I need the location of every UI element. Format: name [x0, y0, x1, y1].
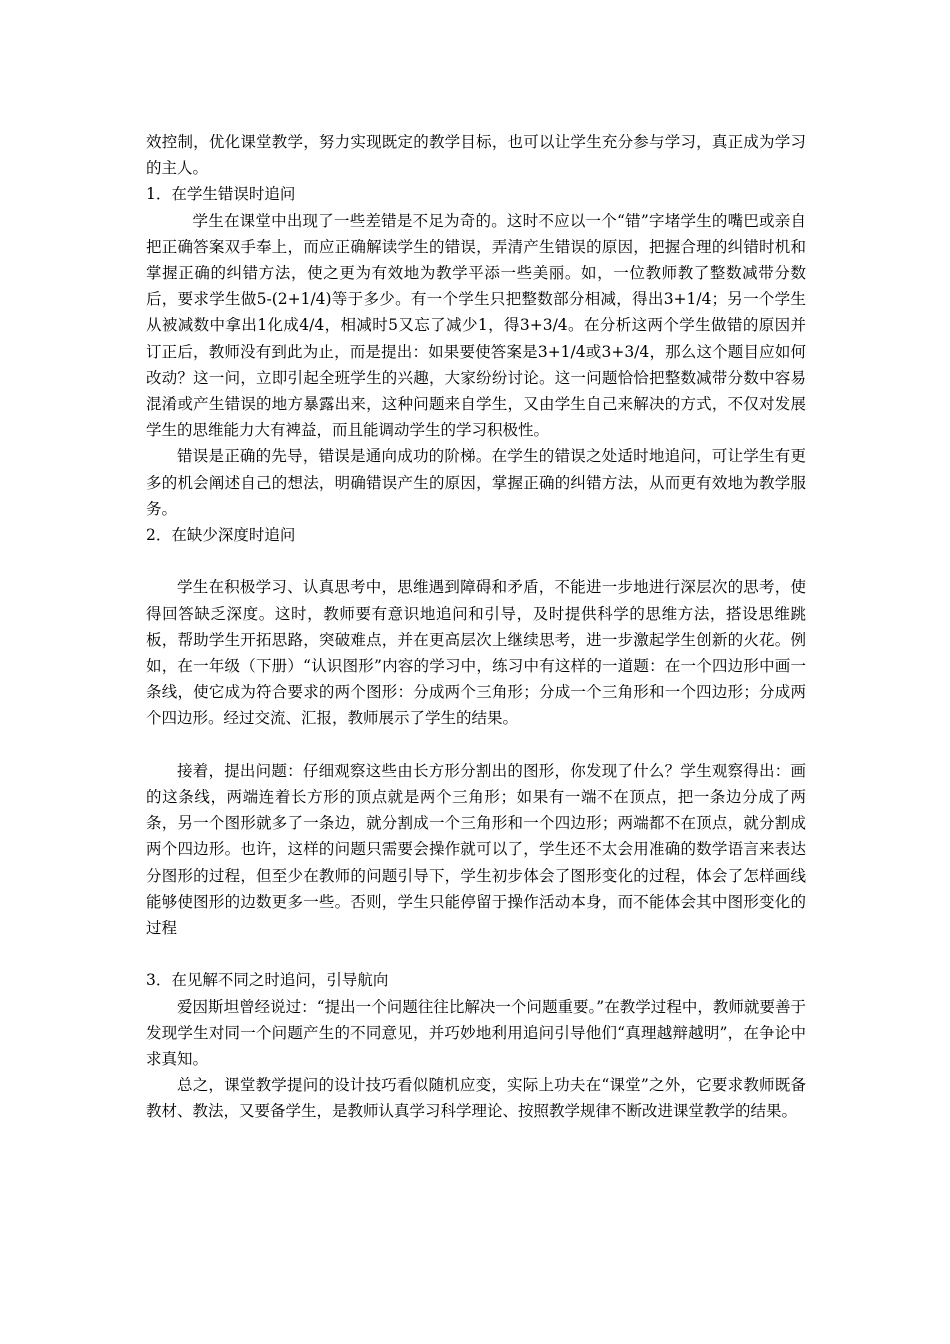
- paragraph-error-questioning: 学生在课堂中出现了一些差错是不足为奇的。这时不应以一个“错”字堵学生的嘴巴或亲自把正确答案双手奉上，而应正确解读学生的错误，弄清产生错误的原因，把握合理的纠错时机和掌握正确的纠错方法，使之更为有效地为教学平添一些美丽。如，一位教师教了整数减带分数后，要求学生做5-(2+1/4)等于多少。有一个学生只把整数部分相减，得出3+1/4；另一个学生从被减数中拿出1化成4/4，相减时5又忘了减少1，得3+3/4。在分析这两个学生做错的原因并订正后，教师没有到此为止，而是提出：如果要使答案是3+1/4或3+3/4，那么这个题目应如何改动？这一问，立即引起全班学生的兴趣，大家纷纷讨论。这一问题恰恰把整数减带分数中容易混淆或产生错误的地方暴露出来，这种问题来自学生，又由学生自己来解决的方式，不仅对发展学生的思维能力大有裨益，而且能调动学生的学习积极性。: [146, 211, 806, 440]
- section-heading-2: 2．在缺少深度时追问: [146, 526, 296, 545]
- blank-line: [146, 941, 806, 967]
- blank-line: [146, 548, 806, 574]
- section-heading-1: 1．在学生错误时追问: [146, 185, 296, 204]
- document-page: [146, 129, 806, 1125]
- paragraph-conclusion: 总之，课堂教学提问的设计技巧看似随机应变，实际上功夫在“课堂”之外，它要求教师既备教材、教法，又要备学生，是教师认真学习科学理论、按照教学规律不断改进课堂教学的结果。: [146, 1076, 806, 1121]
- paragraph-depth-questioning: 学生在积极学习、认真思考中，思维遇到障碍和矛盾，不能进一步地进行深层次的思考，使得回答缺乏深度。这时，教师要有意识地追问和引导，及时提供科学的思维方法，搭设思维跳板，帮助学生开拓思路，突破难点，并在更高层次上继续思考，进一步激起学生创新的火花。例如，在一年级（下册）“认识图形”内容的学习中，练习中有这样的一道题：在一个四边形中画一条线，使它成为符合要求的两个图形：分成两个三角形；分成一个三角形和一个四边形；分成两个四边形。经过交流、汇报，教师展示了学生的结果。: [146, 578, 806, 728]
- paragraph-einstein-quote: 爱因斯坦曾经说过：“提出一个问题往往比解决一个问题重要。”在教学过程中，教师就要善于发现学生对同一个问题产生的不同意见，并巧妙地利用追问引导他们“真理越辩越明”，在争论中求真知。: [146, 997, 806, 1069]
- section-heading-3: 3．在见解不同之时追问，引导航向: [146, 971, 389, 990]
- paragraph-shape-observation: 接着，提出问题：仔细观察这些由长方形分割出的图形，你发现了什么？学生观察得出：画的这条线，两端连着长方形的顶点就是两个三角形；如果有一端不在顶点，把一条边分成了两条，另一个图形就多了一条边，就分割成一个三角形和一个四边形；两端都不在顶点，就分割成两个四边形。也许，这样的问题只需要会操作就可以了，学生还不太会用准确的数学语言来表达分图形的过程，但至少在教师的问题引导下，学生初步体会了图形变化的过程，体会了怎样画线能够使图形的边数更多一些。否则，学生只能停留于操作活动本身，而不能体会其中图形变化的过程: [146, 761, 806, 938]
- paragraph-continuation: 效控制，优化课堂教学，努力实现既定的教学目标，也可以让学生充分参与学习，真正成为学习的主人。: [146, 133, 806, 178]
- paragraph-error-summary: 错误是正确的先导，错误是通向成功的阶梯。在学生的错误之处适时地追问，可让学生有更多的机会阐述自己的想法，明确错误产生的原因，掌握正确的纠错方法，从而更有效地为教学服务。: [146, 447, 806, 518]
- blank-line: [146, 732, 806, 758]
